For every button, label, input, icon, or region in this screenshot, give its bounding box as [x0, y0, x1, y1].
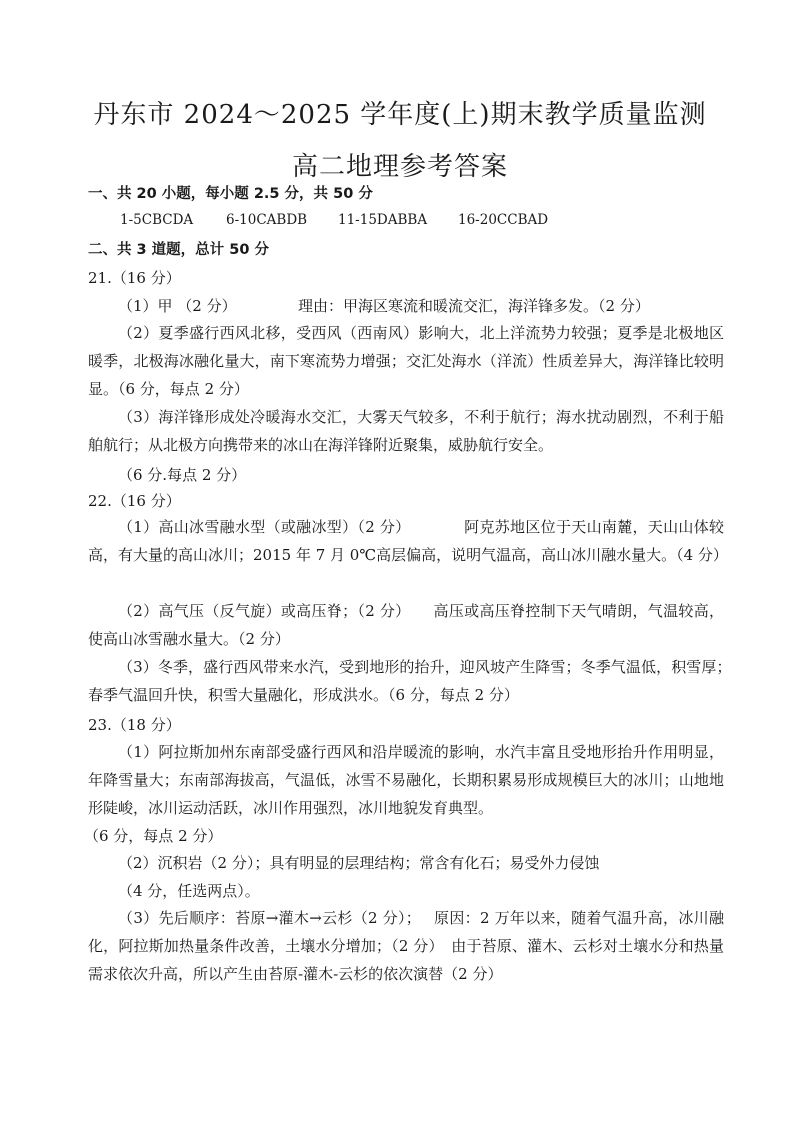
- q21-part3-score: （6 分.每点 2 分）: [118, 466, 247, 484]
- q22-part3: （3）冬季，盛行西风带来水汽，受到地形的抬升，迎风坡产生降雪；冬季气温低，积雪厚； 春季气温回升快，积雪大量融化，形成洪水。（6 分，每点 2 分）: [88, 658, 740, 704]
- q21-label: 21.（16 分）: [88, 269, 181, 287]
- part1-heading: 一、共 20 小题，每小题 2.5 分，共 50 分: [88, 186, 373, 202]
- q21-part1-reason: 理由：甲海区寒流和暖流交汇，海洋锋多发。（2 分）: [298, 297, 650, 315]
- q23-part3: （3）先后顺序：苔原→灌木→云杉（2 分）； 原因：2 万年以来，随着气温升高，冰川融化，阿拉斯加热量条件改善，土壤水分增加；（2 分） 由于苔原、灌木、云杉对土壤水分和热量需求依次升高，所以产生由苔原-灌木-云杉的依次演替（2 分）: [88, 909, 724, 983]
- q23-part2: （2）沉积岩（2 分）；具有明显的层理结构；常含有化石；易受外力侵蚀: [118, 854, 600, 872]
- q22-part1: （1）高山冰雪融水型（或融冰型）（2 分） 阿克苏地区位于天山南麓，天山山体较高，有大量的高山冰川；2015 年 7 月 0℃高层偏高，说明气温高，高山冰川融水量大。（4 分）: [88, 518, 728, 564]
- q23-label: 23.（18 分）: [88, 716, 181, 734]
- part2-heading: 二、共 3 道题，总计 50 分: [88, 242, 269, 258]
- q22-label: 22.（16 分）: [88, 492, 181, 510]
- q21-part3: （3）海洋锋形成处冷暖海水交汇，大雾天气较多，不利于航行；海水扰动剧烈，不利于船舶航行；从北极方向携带来的冰山在海洋锋附近聚集，威胁航行安全。: [88, 408, 724, 454]
- document-title: 丹东市 2024～2025 学年度(上)期末教学质量监测: [93, 100, 707, 130]
- q23-part2-score: （4 分，任选两点）。: [118, 882, 260, 900]
- q23-part1-score: （6 分，每点 2 分）: [84, 827, 223, 845]
- answer-group-6-10: 6-10CABDB: [226, 212, 308, 228]
- q23-part1: （1）阿拉斯加州东南部受盛行西风和沿岸暖流的影响，水汽丰富且受地形抬升作用明显，年降雪量大；东南部海拔高，气温低，冰雪不易融化，长期积累易形成规模巨大的冰川；山地地形陡峻，冰川运动活跃，冰川作用强烈，冰川地貌发育典型。: [88, 743, 724, 817]
- q22-part2: （2）高气压（反气旋）或高压脊；（2 分） 高压或高压脊控制下天气晴朗，气温较高，使高山冰雪融水量大。（2 分）: [88, 602, 724, 648]
- q21-part2: （2）夏季盛行西风北移，受西风（西南风）影响大，北上洋流势力较强；夏季是北极地区暖季，北极海冰融化量大，南下寒流势力增强；交汇处海水（洋流）性质差异大，海洋锋比较明显。（6 分，每点 2 分）: [88, 324, 724, 398]
- q21-part1-answer: （1）甲 （2 分）: [118, 297, 237, 315]
- answer-group-11-15: 11-15DABBA: [338, 212, 428, 228]
- answer-group-16-20: 16-20CCBAD: [458, 212, 549, 228]
- document-subtitle: 高二地理参考答案: [291, 152, 508, 182]
- answer-group-1-5: 1-5CBCDA: [120, 212, 194, 228]
